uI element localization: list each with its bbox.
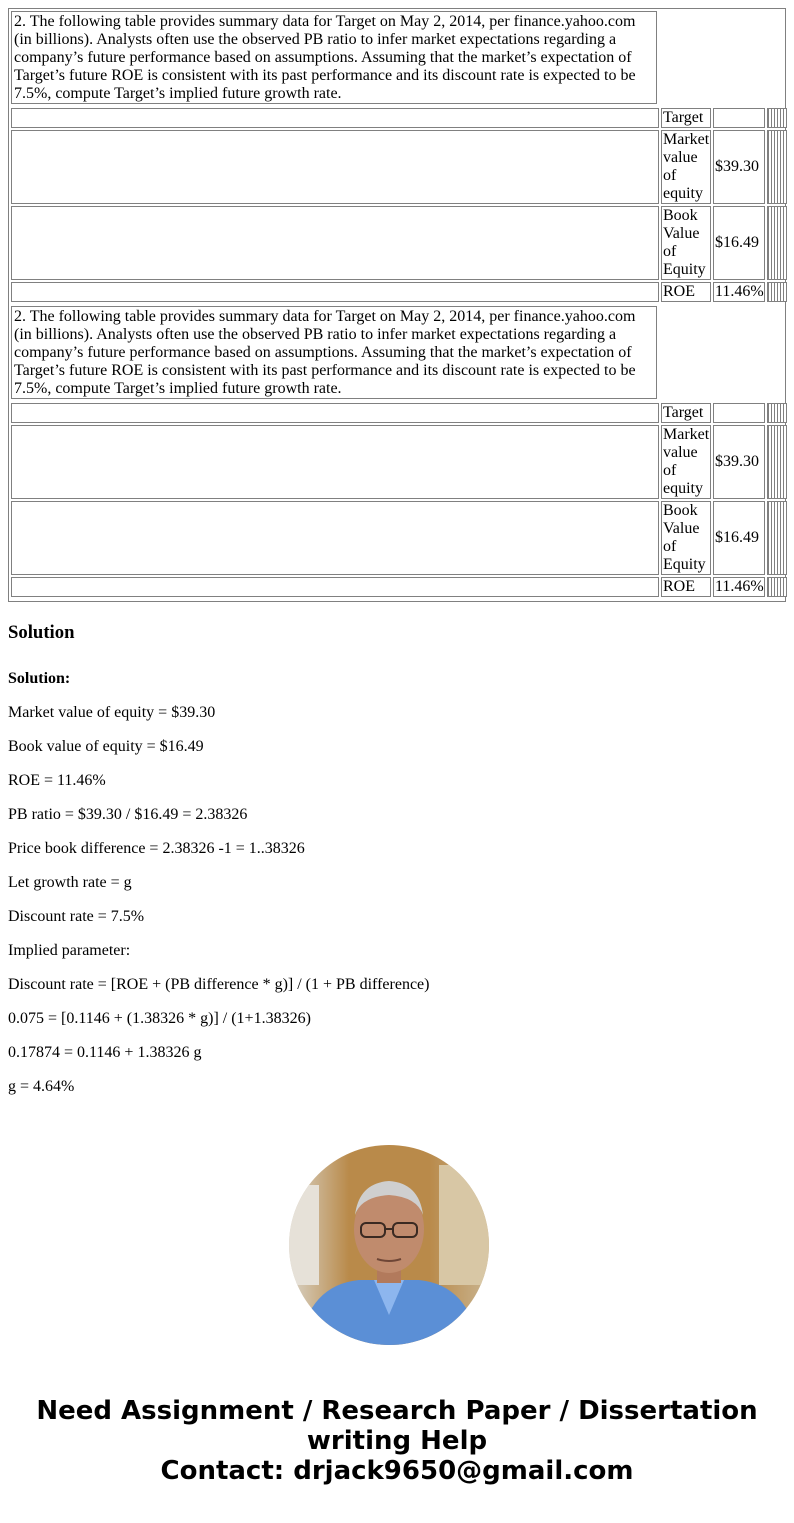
solution-line: 0.075 = [0.1146 + (1.38326 * g)] / (1+1.38326)	[8, 1010, 311, 1027]
row-label: Market value of equity	[663, 426, 710, 497]
data-table	[9, 106, 789, 304]
solution-line: Market value of equity = $39.30	[8, 704, 216, 721]
footer-line: Need Assignment / Research Paper / Dissertation	[36, 1396, 758, 1426]
solution-body	[8, 670, 786, 1112]
footer-line: writing Help	[306, 1426, 488, 1456]
contact-footer	[0, 1396, 794, 1486]
solution-line: Discount rate = 7.5%	[8, 908, 145, 925]
portrait-image	[289, 1145, 489, 1345]
solution-line: Price book difference = 2.38326 -1 = 1..38326	[8, 840, 305, 857]
row-label: Book Value of Equity	[661, 206, 711, 280]
solution-line: PB ratio = $39.30 / $16.49 = 2.38326	[8, 806, 248, 823]
empty-cell	[659, 306, 783, 399]
row-label: Market value of equity	[663, 131, 710, 202]
empty-cell	[713, 108, 765, 128]
author-photo	[289, 1145, 489, 1345]
solution-line: Book value of equity = $16.49	[8, 738, 204, 755]
row-value: 11.46%	[715, 578, 764, 595]
solution-heading: Solution	[8, 622, 75, 643]
row-value: $39.30	[713, 425, 765, 499]
empty-cell	[11, 108, 659, 128]
row-label: ROE	[661, 282, 711, 302]
row-value: $16.49	[713, 206, 765, 280]
footer-contact: Contact: drjack9650@gmail.com	[160, 1456, 634, 1486]
question-table	[8, 8, 786, 602]
row-value: $16.49	[713, 501, 765, 575]
table-header: Target	[661, 108, 711, 128]
page	[8, 8, 786, 1095]
solution-line: Implied parameter:	[8, 942, 131, 959]
row-label: Book Value of Equity	[661, 501, 711, 575]
solution-line: ROE = 11.46%	[8, 772, 106, 789]
solution-line: g = 4.64%	[8, 1078, 75, 1095]
table-header: Target	[661, 403, 711, 423]
question-text: 2. The following table provides summary data for Target on May 2, 2014, per finance.yahoo.com (in billions). Analysts often use the observed PB ratio to infer market expectations regarding a company’s future performance based on assumptions. Assuming that the market’s expectation of Target’s future ROE is consistent with its past performance and its discount rate is expected to be 7.5%, compute Target’s implied future growth rate.	[11, 11, 657, 104]
border-stripes	[767, 108, 787, 128]
empty-cell	[659, 11, 783, 104]
solution-subheading: Solution:	[8, 670, 71, 687]
solution-line: 0.17874 = 0.1146 + 1.38326 g	[8, 1044, 202, 1061]
solution-line: Discount rate = [ROE + (PB difference * g)] / (1 + PB difference)	[8, 976, 430, 993]
row-value: $39.30	[713, 130, 765, 204]
question-text: 2. The following table provides summary data for Target on May 2, 2014, per finance.yahoo.com (in billions). Analysts often use the observed PB ratio to infer market expectations regarding a company’s future performance based on assumptions. Assuming that the market’s expectation of Target’s future ROE is consistent with its past performance and its discount rate is expected to be 7.5%, compute Target’s implied future growth rate.	[11, 306, 657, 399]
solution-line: Let growth rate = g	[8, 874, 132, 891]
row-label: ROE	[661, 577, 711, 597]
question-cell	[11, 11, 657, 104]
row-value: 11.46%	[715, 283, 764, 300]
question-cell	[11, 306, 657, 399]
data-table	[9, 401, 789, 599]
